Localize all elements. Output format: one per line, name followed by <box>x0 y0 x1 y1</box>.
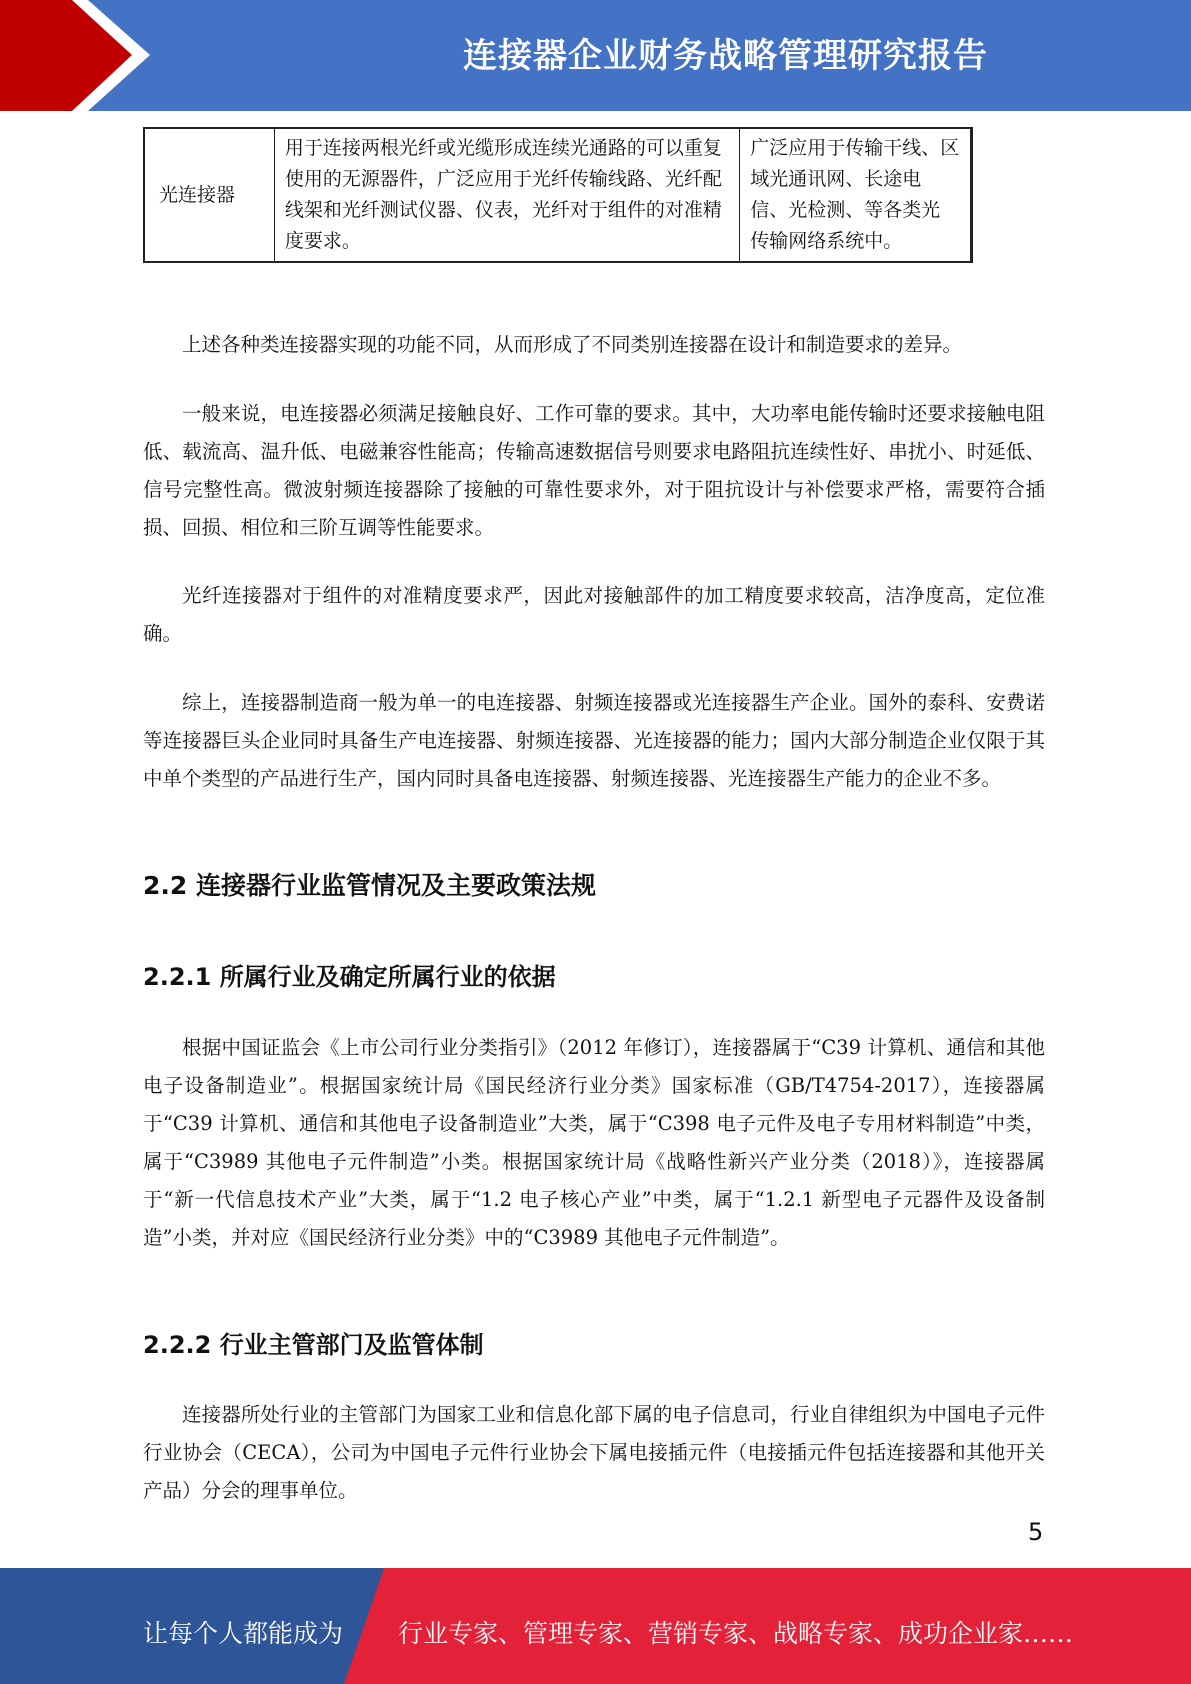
section-heading-2-2: 2.2 连接器行业监管情况及主要政策法规 <box>143 871 596 900</box>
report-title: 连接器企业财务战略管理研究报告 <box>463 36 988 76</box>
paragraph-5: 根据中国证监会《上市公司行业分类指引》（2012 年修订），连接器属于“C39 计算机、通信和其他电子设备制造业”。根据国家统计局《国民经济行业分类》国家标准（GB/T4754-2017），连接器属于“C39 计算机、通信和其他电子设备制造业”大类，属于“C398 电子元件及电子专用材料制造”中类，属于“C3989 其他电子元件制造”小类。根据国家统计局《战略性新兴产业分类（2018）》，连接器属于“新一代信息技术产业”大类，属于“1.2 电子核心产业”中类，属于“1.2.1 新型电子元器件及设备制造”小类，并对应《国民经济行业分类》中的“C3989 其他电子元件制造”。 <box>143 1036 1045 1249</box>
connector-spec-table <box>143 127 973 263</box>
connector-application-cell: 广泛应用于传输干线、区域光通讯网、长途电 信、光检测、等各类光 传输网络系统中。 <box>740 128 972 262</box>
section-heading-2-2-1: 2.2.1 所属行业及确定所属行业的依据 <box>143 963 556 991</box>
page-number: 5 <box>1028 1518 1044 1546</box>
page-footer <box>0 1568 1191 1684</box>
table-row <box>144 128 972 262</box>
paragraph-3: 光纤连接器对于组件的对准精度要求严，因此对接触部件的加工精度要求较高，洁净度高，定位准确。 <box>143 584 1045 645</box>
paragraph-6: 连接器所处行业的主管部门为国家工业和信息化部下属的电子信息司，行业自律组织为中国电子元件行业协会（CECA），公司为中国电子元件行业协会下属电接插元件（电接插元件包括连接器和其他开关产品）分会的理事单位。 <box>143 1403 1045 1502</box>
paragraph-4: 综上，连接器制造商一般为单一的电连接器、射频连接器或光连接器生产企业。国外的泰科、安费诺等连接器巨头企业同时具备生产电连接器、射频连接器、光连接器的能力；国内大部分制造企业仅限于其中单个类型的产品进行生产，国内同时具备电连接器、射频连接器、光连接器生产能力的企业不多。 <box>143 691 1045 790</box>
page-header <box>0 0 1191 111</box>
connector-description-cell: 用于连接两根光纤或光缆形成连续光通路的可以重复使用的无源器件，广泛应用于光纤传输线路、光纤配线架和光纤测试仪器、仪表，光纤对于组件的对准精度要求。 <box>274 128 739 262</box>
footer-slogan-left: 让每个人都能成为 <box>143 1619 344 1648</box>
paragraph-1: 上述各种类连接器实现的功能不同，从而形成了不同类别连接器在设计和制造要求的差异。 <box>182 333 963 356</box>
connector-type-cell: 光连接器 <box>144 128 274 262</box>
section-heading-2-2-2: 2.2.2 行业主管部门及监管体制 <box>143 1331 484 1359</box>
footer-slogan-right: 行业专家、管理专家、营销专家、战略专家、成功企业家…… <box>398 1619 1074 1648</box>
paragraph-2: 一般来说，电连接器必须满足接触良好、工作可靠的要求。其中，大功率电能传输时还要求接触电阻低、载流高、温升低、电磁兼容性能高；传输高速数据信号则要求电路阻抗连续性好、串扰小、时延低、信号完整性高。微波射频连接器除了接触的可靠性要求外，对于阻抗设计与补偿要求严格，需要符合插损、回损、相位和三阶互调等性能要求。 <box>143 402 1045 539</box>
